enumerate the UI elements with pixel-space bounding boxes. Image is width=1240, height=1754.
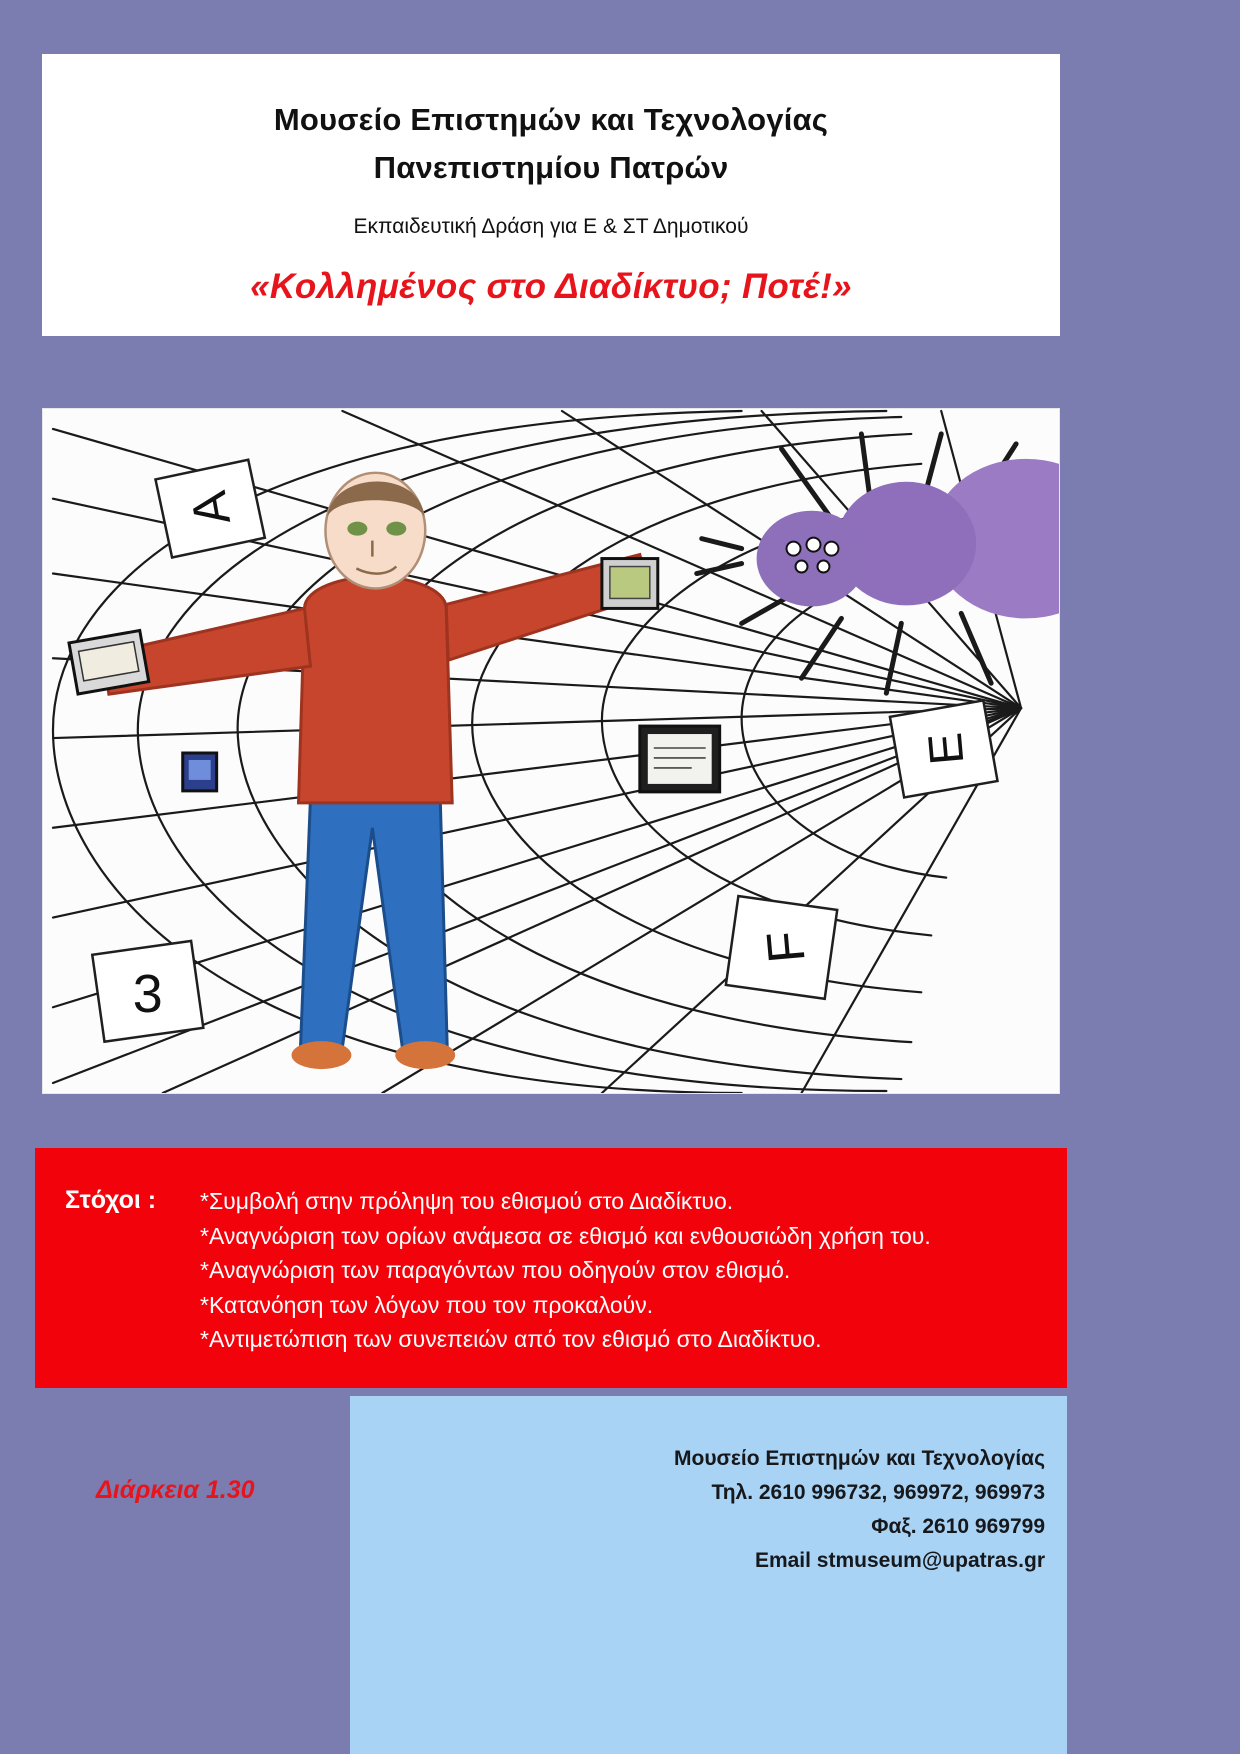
- device-tablet-right: [640, 726, 720, 792]
- poster-headline: «Κολλημένος στο Διαδίκτυο; Ποτέ!»: [250, 267, 852, 307]
- svg-text:3: 3: [132, 964, 163, 1025]
- device-phone-left: [69, 630, 149, 694]
- spider-head: [757, 511, 867, 607]
- goals-label: Στόχοι :: [65, 1186, 157, 1214]
- contact-fax: Φαξ. 2610 969799: [871, 1515, 1045, 1539]
- svg-text:F: F: [755, 928, 816, 966]
- contact-email[interactable]: Email stmuseum@upatras.gr: [754, 1549, 1045, 1573]
- goal-item: *Αναγνώριση των ορίων ανάμεσα σε εθισμό και ενθουσιώδη χρήση του.: [200, 1222, 931, 1249]
- svg-text:E: E: [918, 730, 975, 767]
- goal-item: *Συμβολή στην πρόληψη του εθισμού στο Διαδίκτυο.: [200, 1188, 734, 1214]
- header-box: [42, 54, 1060, 336]
- museum-title-line-2: Πανεπιστημίου Πατρών: [373, 150, 729, 186]
- goals-list: [200, 1184, 1049, 1357]
- contact-box: [350, 1396, 1067, 1754]
- device-small-blue: [183, 753, 217, 791]
- illustration-panel: [42, 408, 1060, 1094]
- web-letter-card-3: [92, 941, 203, 1042]
- duration-label: Διάρκεια 1.30: [96, 1476, 255, 1504]
- contact-phone: Τηλ. 2610 996732, 969972, 969973: [711, 1481, 1045, 1505]
- device-tablet-top: [602, 559, 658, 609]
- goal-item: *Αναγνώριση των παραγόντων που οδηγούν στον εθισμό.: [200, 1257, 791, 1283]
- goal-item: *Αντιμετώπιση των συνεπειών από τον εθισμό στο Διαδίκτυο.: [200, 1326, 822, 1352]
- web-letter-card-f: [726, 896, 837, 999]
- goal-item: *Κατανόηση των λόγων που τον προκαλούν.: [200, 1291, 654, 1318]
- program-subtitle: Εκπαιδευτική Δράση για Ε & ΣΤ Δημοτικού: [353, 215, 749, 239]
- museum-title-line-1: Μουσείο Επιστημών και Τεχνολογίας: [273, 102, 829, 137]
- svg-text:A: A: [180, 487, 242, 530]
- child-stuck-in-web-drawing: [43, 409, 1059, 1093]
- contact-museum-name: Μουσείο Επιστημών και Τεχνολογίας: [674, 1447, 1045, 1470]
- web-letter-card-e: [890, 700, 998, 797]
- goals-box: [35, 1148, 1067, 1388]
